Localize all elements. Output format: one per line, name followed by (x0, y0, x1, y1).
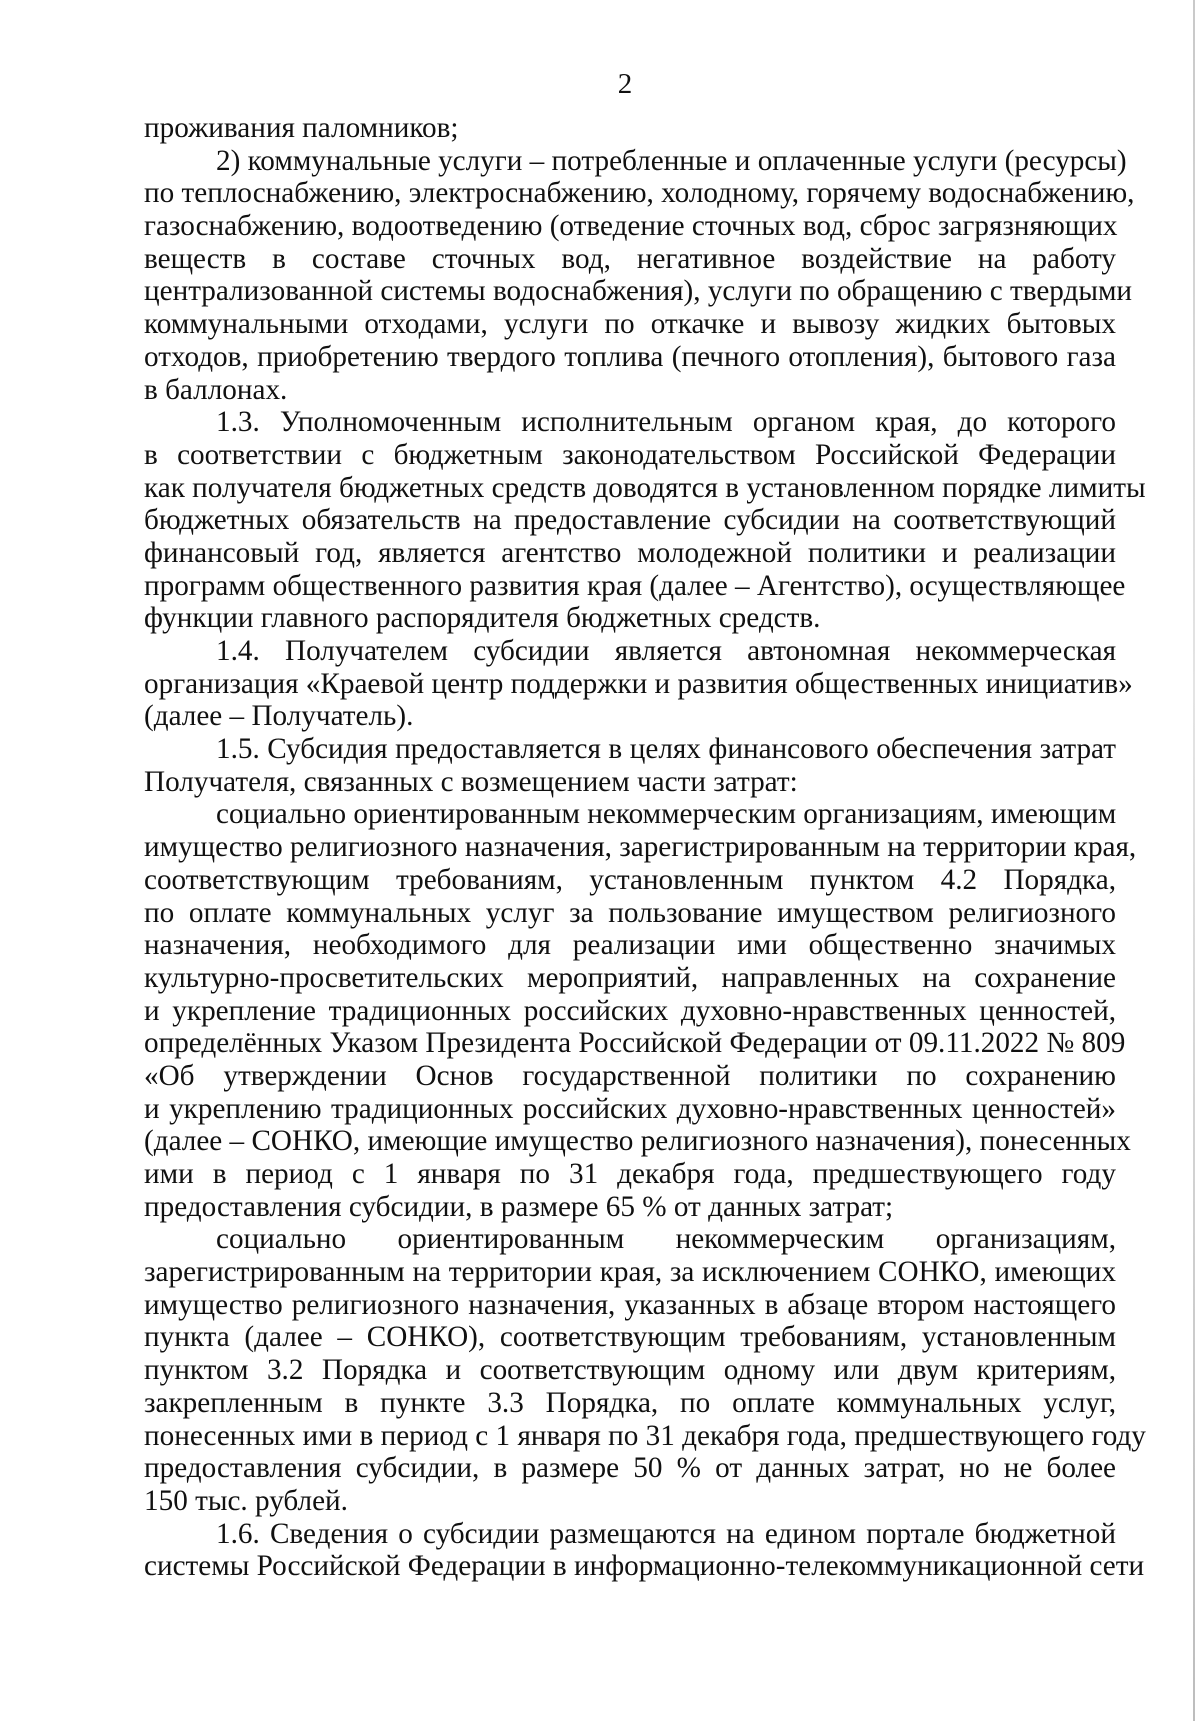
text-line: по оплате коммунальных услуг за пользование имуществом религиозного (144, 896, 1116, 929)
text-line: ими в период с 1 января по 31 декабря года, предшествующего году (144, 1158, 1116, 1190)
text-line: в баллонах. (144, 373, 288, 406)
text-line: финансовый год, является агентство молодежной политики и реализации (144, 536, 1116, 569)
text-line: отходов, приобретению твердого топлива (печного отопления), бытового газа (144, 340, 1116, 373)
text-line: культурно-просветительских мероприятий, направленных на сохранение (144, 961, 1116, 994)
text-line: Получателя, связанных с возмещением части затрат: (144, 765, 798, 798)
document-body (144, 112, 1146, 1583)
text-line: функции главного распорядителя бюджетных средств. (144, 602, 821, 635)
text-line: коммунальными отходами, услуги по откачке и вывозу жидких бытовых (144, 308, 1116, 341)
text-line: предоставления субсидии, в размере 50 % от данных затрат, но не более (144, 1452, 1116, 1485)
text-line: имущество религиозного назначения, зарегистрированным на территории края, (144, 831, 1137, 864)
text-line: социально ориентированным некоммерческим организациям, имеющим (216, 798, 1117, 831)
text-line: программ общественного развития края (далее – Агентство), осуществляющее (144, 569, 1126, 602)
text-line: зарегистрированным на территории края, за исключением СОНКО, имеющих (144, 1256, 1116, 1289)
text-line: имущество религиозного назначения, указанных в абзаце втором настоящего (144, 1288, 1116, 1321)
page-number: 2 (617, 68, 633, 100)
text-line: газоснабжению, водоотведению (отведение сточных вод, сброс загрязняющих (144, 210, 1118, 243)
text-line: предоставления субсидии, в размере 65 % от данных затрат; (144, 1190, 894, 1223)
text-line: назначения, необходимого для реализации ими общественно значимых (144, 929, 1116, 962)
text-line: «Об утверждении Основ государственной политики по сохранению (144, 1059, 1116, 1092)
text-line: соответствующим требованиям, установленным пунктом 4.2 Порядка, (144, 863, 1116, 896)
text-line: понесенных ими в период с 1 января по 31 декабря года, предшествующего году (144, 1419, 1146, 1452)
text-line: проживания паломников; (144, 112, 459, 144)
text-line: централизованной системы водоснабжения), услуги по обращению с твердыми (144, 275, 1133, 308)
text-line: и укреплению традиционных российских духовно-нравственных ценностей» (144, 1092, 1116, 1125)
text-line: по теплоснабжению, электроснабжению, холодному, горячему водоснабжению, (144, 177, 1135, 210)
text-line: 1.3. Уполномоченным исполнительным органом края, до которого (216, 406, 1116, 439)
text-line: 1.4. Получателем субсидии является автономная некоммерческая (216, 635, 1116, 667)
text-line: 1.6. Сведения о субсидии размещаются на едином портале бюджетной (216, 1517, 1116, 1550)
text-line: системы Российской Федерации в информационно-телекоммуникационной сети (144, 1550, 1145, 1583)
text-line: организация «Краевой центр поддержки и развития общественных инициатив» (144, 667, 1133, 700)
text-line: пункта (далее – СОНКО), соответствующим требованиям, установленным (144, 1321, 1116, 1354)
text-line: веществ в составе сточных вод, негативное воздействие на работу (144, 242, 1116, 275)
text-line: определённых Указом Президента Российской Федерации от 09.11.2022 № 809 (144, 1027, 1126, 1060)
text-line: в соответствии с бюджетным законодательством Российской Федерации (144, 438, 1116, 471)
text-line: (далее – Получатель). (144, 700, 414, 733)
text-line: социально ориентированным некоммерческим организациям, (216, 1223, 1116, 1256)
text-line: закрепленным в пункте 3.3 Порядка, по оплате коммунальных услуг, (144, 1386, 1116, 1419)
text-line: и укрепление традиционных российских духовно-нравственных ценностей, (144, 994, 1116, 1027)
text-line: бюджетных обязательств на предоставление субсидии на соответствующий (144, 504, 1116, 537)
text-line: 1.5. Субсидия предоставляется в целях финансового обеспечения затрат (216, 733, 1116, 766)
text-line: пунктом 3.2 Порядка и соответствующим одному или двум критериям, (144, 1354, 1116, 1387)
text-line: как получателя бюджетных средств доводятся в установленном порядке лимиты (144, 471, 1146, 504)
text-line: 150 тыс. рублей. (144, 1484, 348, 1517)
text-line: 2) коммунальные услуги – потребленные и оплаченные услуги (ресурсы) (216, 144, 1127, 177)
text-line: (далее – СОНКО, имеющие имущество религиозного назначения), понесенных (144, 1125, 1131, 1158)
scan-edge (1193, 0, 1195, 1721)
